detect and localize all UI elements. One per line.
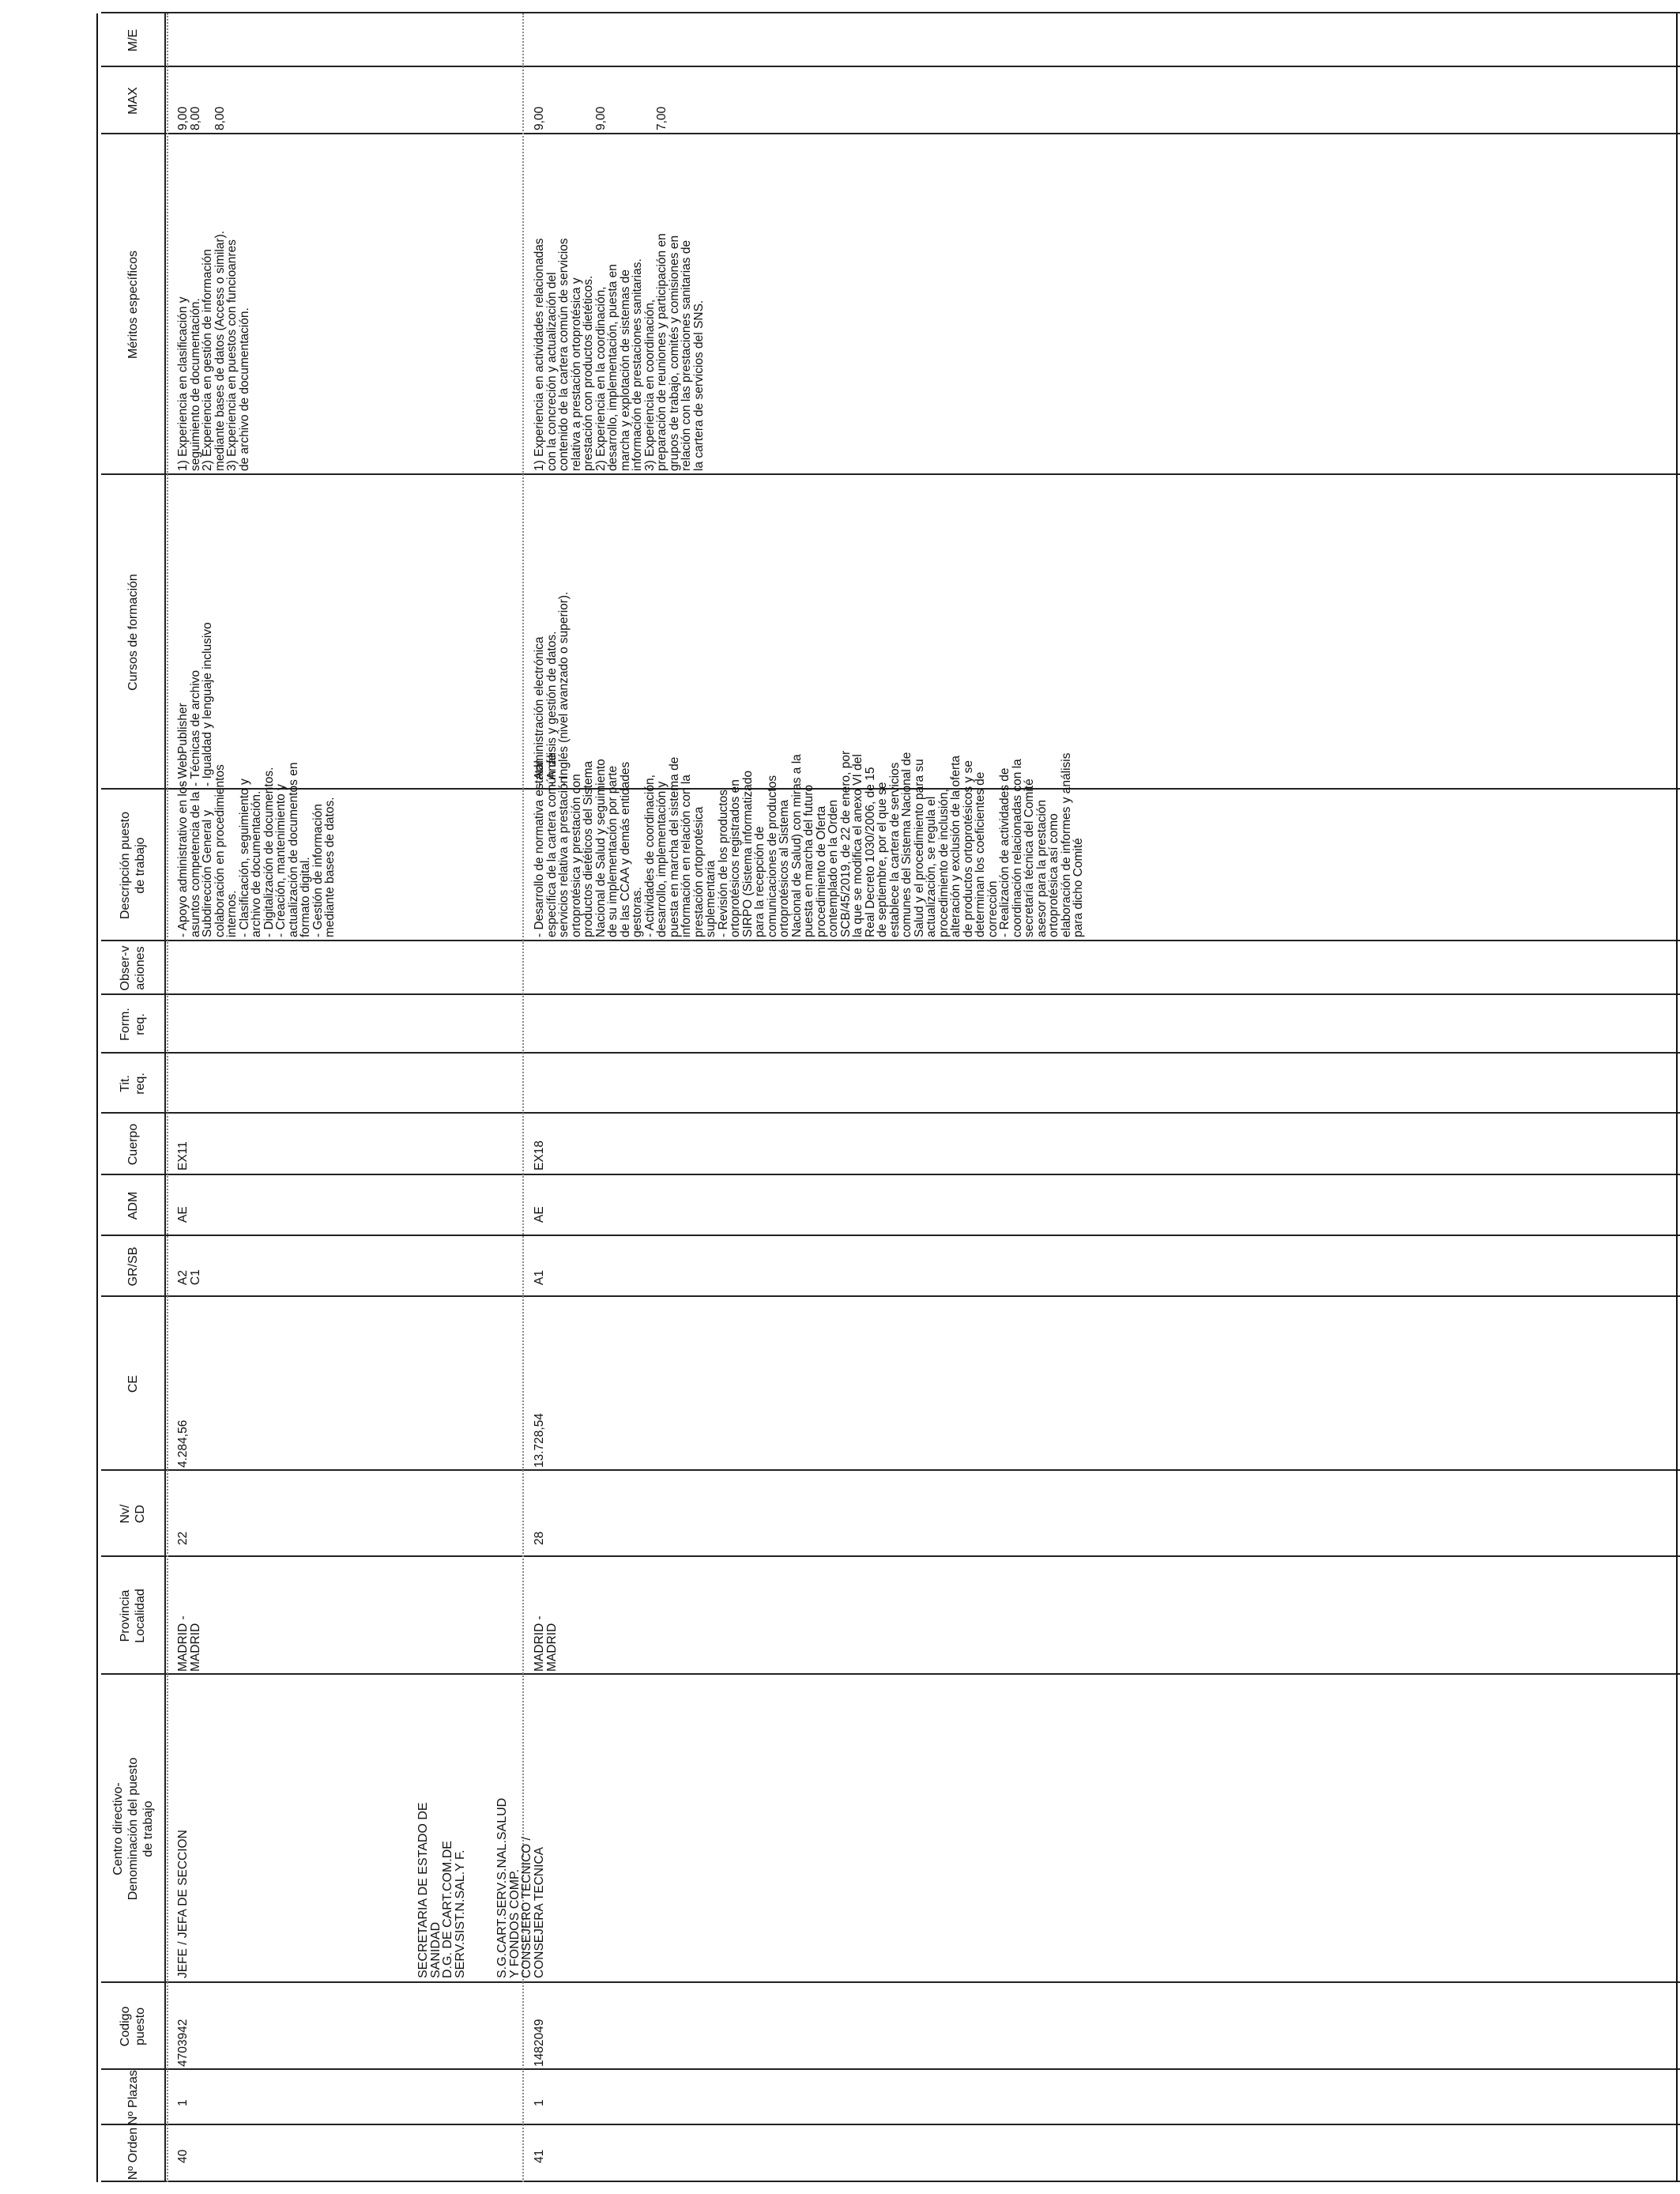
col-border xyxy=(101,473,1680,475)
col-border xyxy=(101,1295,1680,1297)
col-border xyxy=(101,133,1680,134)
max-value xyxy=(571,107,583,130)
row-descripcion: - Desarrollo de normativa estatal específica de la cartera común de servicios relativa a prestación ortoprotésica y prestación con productos dietéticos del Sistema Nacional de Salud y seguimiento de su implementación por parte de las CCAA y demás entidades gestoras. - Actividades de coordinación, desarrollo, implementación y puesta en marcha del sistema de información en relación con la prestación ortoprotésica suplementaria - Revisión de los productos ortoprotésicos registrados en SIRPO (Sistema informatizado para la recepción de comunicaciones de productos ortoprotésicos al Sistema Nacional de Salud) con miras a la puesta en marcha del futuro procedimiento de Oferta contemplado en la Orden SCB/45/2019, de 22 de enero, por la que se modifica el anexo VI del Real Decreto 1030/2006, de 15 de septiembre, por el que se establece la cartera de servicios comunes del Sistema Nacional de Salud y el procedimiento para su actualización, se regula el procedimiento de inclusión, alteración y exclusión de la oferta de productos ortoprotésicos y se determinan los coeficientes de corrección - Realización de actividades de coordinación relacionadas con la secretaría técnica del Comité asesor para la prestación ortoprotésica así como elaboración de informes y análisis para dicho Comité xyxy=(533,750,1085,937)
header-titulacion: Tit. req. xyxy=(119,1072,147,1095)
header-formacion: Form. req. xyxy=(119,1008,147,1041)
row-plazas: 1 xyxy=(533,2099,546,2106)
header-adm: ADM xyxy=(126,1191,140,1220)
col-border xyxy=(101,1112,1680,1114)
header-cuerpo: Cuerpo xyxy=(126,1123,140,1166)
max-value xyxy=(546,107,559,130)
row-max xyxy=(533,107,669,130)
row-adm: AE xyxy=(533,1206,546,1223)
max-value: 9,00 xyxy=(533,106,546,130)
max-value xyxy=(620,107,632,130)
row-ce: 4.284,56 xyxy=(176,1419,190,1468)
max-value xyxy=(558,107,571,130)
max-value: 7,00 xyxy=(655,106,669,130)
row-grupo: A1 xyxy=(533,1270,546,1285)
header-centro: Centro directivo-Denominación del puesto de trabajo xyxy=(111,1757,155,1901)
row-ce: 13.728,54 xyxy=(533,1413,546,1468)
row-meritos: 1) Experiencia en actividades relacionadas con la concreción y actualización del contenido de la cartera común de servicios relativa a prestación ortoprotésica y prestación con productos dietéticos. 2) Experiencia en la coordinación, desarrollo, implementación, puesta en marcha y explotación de sistemas de información de prestaciones sanitarias. 3) Experiencia en coordinación, preparación de reuniones y participación en grupos de trabajo, comités y comisiones en relación con las prestaciones sanitarias de la cartera de servicios del SNS. xyxy=(533,233,706,471)
max-value: 8,00 xyxy=(213,106,227,130)
header-ce: CE xyxy=(126,1374,140,1393)
group-secretaria: SECRETARIA DE ESTADO DE SANIDAD D.G. DE CART.COM.DE SERV.SIST.N.SAL.Y F. xyxy=(416,1802,467,1978)
row-centro: JEFE / JEFA DE SECCION xyxy=(176,1830,190,1978)
row-centro: CONSEJERO TECNICO / CONSEJERA TECNICA xyxy=(520,1837,546,1978)
header-max: MAX xyxy=(126,87,140,115)
col-border xyxy=(101,2181,1680,2182)
col-border xyxy=(101,2124,1680,2125)
header-plazas: Nº Plazas xyxy=(126,2070,140,2125)
max-value xyxy=(631,107,644,130)
table-bottom-border xyxy=(1676,13,1678,2182)
max-value xyxy=(607,107,620,130)
header-observaciones: Obser-vaciones xyxy=(119,945,147,991)
header-cursos: Cursos de formación xyxy=(126,574,140,691)
col-border xyxy=(101,2068,1680,2070)
col-border xyxy=(101,1235,1680,1236)
col-border xyxy=(101,1673,1680,1675)
row-cuerpo: EX18 xyxy=(533,1140,546,1171)
col-border xyxy=(101,940,1680,941)
row-grupo: A2 C1 xyxy=(176,1269,202,1285)
max-value xyxy=(202,107,214,130)
header-dotted-line xyxy=(167,13,168,2182)
row-meritos: 1) Experiencia en clasificación y seguimiento de documentación. 2) Experiencia en gestión de información mediante bases de datos (Access o similar). 3) Experiencia en puestos con funcioanres de archivo de documentación. xyxy=(176,230,251,471)
row-plazas: 1 xyxy=(176,2099,190,2106)
row-cuerpo: EX11 xyxy=(176,1141,190,1171)
row-adm: AE xyxy=(176,1206,190,1223)
row-cursos: - Administración electrónica - Análisis y gestión de datos. - Inglés (nivel avanzado o superior). xyxy=(533,591,571,786)
header-grupo: GR/SB xyxy=(126,1246,140,1287)
col-border xyxy=(101,12,1680,13)
row-codigo: 1482049 xyxy=(533,2019,546,2067)
col-border xyxy=(101,1174,1680,1175)
row-provincia: MADRID - MADRID xyxy=(533,1615,559,1672)
header-provincia: Provincia Localidad xyxy=(119,1589,147,1643)
group-subdireccion: S.G.CART.SERV.S.NAL.SALUD Y FONDOS COMP. xyxy=(495,1797,522,1978)
col-border xyxy=(101,1981,1680,1983)
row-codigo: 4703942 xyxy=(176,2019,190,2067)
max-value: 9,00 xyxy=(176,106,190,130)
max-value: 9,00 xyxy=(593,106,608,130)
header-orden: Nº Orden xyxy=(126,2127,140,2181)
row-orden: 40 xyxy=(176,2149,190,2163)
row-max xyxy=(177,107,226,130)
col-border xyxy=(101,993,1680,995)
vacancy-table xyxy=(101,13,1680,2182)
header-meritos: Méritos específicos xyxy=(126,251,140,359)
header-nivel: Nv/ CD xyxy=(119,1504,147,1524)
row-orden: 41 xyxy=(533,2149,546,2163)
header-underline xyxy=(164,13,166,2182)
max-value xyxy=(582,107,595,130)
row-nivel: 22 xyxy=(176,1531,190,1545)
row-cursos: - WebPublisher - Técnicas de archivo - Igualdad y lenguaje inclusivo xyxy=(176,622,214,786)
max-value xyxy=(644,107,657,130)
row-nivel: 28 xyxy=(533,1531,546,1545)
header-codigo: Codigo puesto xyxy=(119,2006,147,2047)
col-border xyxy=(101,1469,1680,1471)
col-border xyxy=(101,66,1680,67)
header-descripcion: Descripción puesto de trabajo xyxy=(119,811,147,920)
header-me: M/E xyxy=(126,28,140,52)
col-border xyxy=(101,1555,1680,1557)
row-descripcion: - Apoyo administrativo en los asuntos competencia de la Subdirección General y colaboración en procedimientos internos. - Clasificación, seguimiento y archivo de documentación. - Digitalización de documentos. - Creación, mantenimiento y actualización de documentos en formato digital. - Gestión de información mediante bases de datos. xyxy=(176,762,337,937)
max-value: 8,00 xyxy=(188,106,202,130)
col-border xyxy=(101,1052,1680,1054)
row-provincia: MADRID - MADRID xyxy=(176,1615,202,1672)
